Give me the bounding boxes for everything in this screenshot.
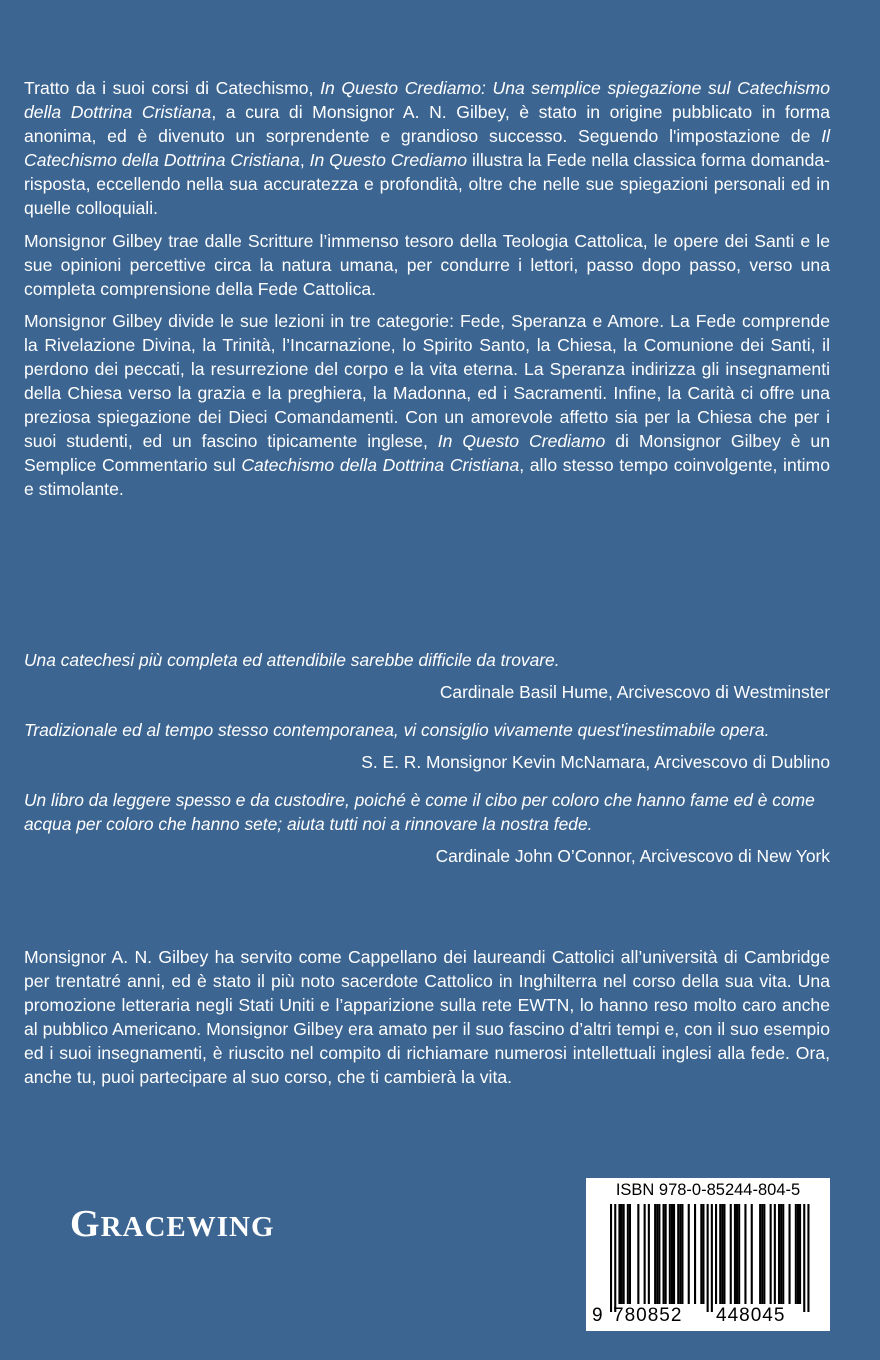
barcode-bar	[721, 1204, 723, 1304]
barcode-bar	[803, 1204, 805, 1312]
blurb-text: Tratto da i suoi corsi di Catechismo,	[24, 78, 321, 98]
barcode-bar	[694, 1204, 696, 1304]
barcode-bar	[677, 1204, 679, 1304]
barcode-bar	[797, 1204, 799, 1304]
blurb-paragraph-3	[24, 309, 830, 501]
barcode-bar	[807, 1204, 809, 1312]
barcode-bar	[648, 1204, 650, 1304]
barcode-bar	[789, 1204, 791, 1304]
blurb-text: di Monsignor Gilbey è un Semplice Commentario sul	[24, 431, 830, 475]
isbn-label: ISBN 978-0-85244-804-5	[615, 1181, 801, 1199]
blurb-text: Monsignor Gilbey divide le sue lezioni in tre categorie: Fede, Speranza e Amore. La Fede comprende la Rivelazione Divina, la Trinità, l’Incarnazione, lo Spirito Santo, la Chiesa, la Comunione dei Santi, il perdono dei peccati, la resurrezione del corpo e la vita eterna. La Speranza indirizza gli insegnamenti della Chiesa verso la grazia e la preghiera, la Madonna, ed i Sacramenti. Infine, la Carità ci offre una preziosa spiegazione dei Dieci Comandamenti. Con un amorevole affetto sia per la Chiesa che per i suoi studenti, ed un fascino tipicamente inglese,	[24, 311, 830, 451]
barcode-bar	[671, 1204, 673, 1304]
blurb	[24, 76, 830, 510]
blurb-text: , allo stesso tempo coinvolgente, intimo e stimolante.	[24, 455, 830, 499]
barcode-bar	[658, 1204, 660, 1304]
barcode-bar	[719, 1204, 721, 1304]
blurb-text: ,	[299, 150, 310, 170]
publisher-name-rest: RACEWING	[100, 1211, 275, 1243]
barcode-bar	[799, 1204, 801, 1304]
barcode-bar	[673, 1204, 675, 1304]
barcode-bar	[736, 1204, 738, 1304]
barcode-bar	[688, 1204, 690, 1304]
barcode-bar	[770, 1204, 772, 1304]
barcode-bar	[707, 1204, 709, 1312]
barcode-bar	[761, 1204, 763, 1304]
endorsement-quote: Tradizionale ed al tempo stesso contemporanea, vi consiglio vivamente quest'inestimabile opera.	[24, 720, 770, 740]
barcode-bar	[780, 1204, 782, 1304]
barcode-bar	[738, 1204, 740, 1304]
barcode-bar	[623, 1204, 625, 1304]
barcode-left-group: 780852	[613, 1305, 683, 1326]
barcode-bar	[665, 1204, 667, 1304]
barcode-bar	[763, 1204, 765, 1304]
barcode-bar	[627, 1204, 629, 1304]
book-title: In Questo Crediamo	[309, 150, 468, 170]
barcode-bar	[723, 1204, 725, 1304]
barcode-bar	[614, 1204, 616, 1312]
barcode-bar	[744, 1204, 746, 1304]
blurb-text: , a cura di Monsignor A. N. Gilbey, è stato in origine pubblicato in forma anonima, ed è divenuto un sorprendente e grandioso successo. Seguendo l'impostazione de	[24, 102, 830, 146]
barcode-bar	[782, 1204, 784, 1304]
barcode-bar	[621, 1204, 623, 1304]
barcode-bar	[656, 1204, 658, 1304]
barcode-bar	[711, 1204, 713, 1312]
barcode-bar	[681, 1204, 683, 1304]
barcode-bar	[669, 1204, 671, 1304]
book-title: In Questo Crediamo	[437, 431, 606, 451]
publisher-initial: G	[70, 1203, 101, 1245]
endorsement-quote: Una catechesi più completa ed attendibile sarebbe difficile da trovare.	[24, 650, 560, 670]
blurb-paragraph-2: Monsignor Gilbey trae dalle Scritture l’immenso tesoro della Teologia Cattolica, le opere dei Santi e le sue opinioni percettive circa la natura umana, per condurre i lettori, passo dopo passo, verso una completa comprensione della Fede Cattolica.	[24, 231, 830, 299]
blurb-text: illustra la Fede nella classica forma domanda-risposta, eccellendo nella sua accuratezza e profondità, oltre che nelle sue spiegazioni personali ed in quelle colloquiali.	[24, 150, 830, 218]
publisher-logo	[70, 1202, 275, 1246]
book-title: Catechismo della Dottrina Cristiana	[241, 455, 520, 475]
barcode-bar	[679, 1204, 681, 1304]
barcode-bar	[663, 1204, 665, 1304]
barcode-bar	[759, 1204, 761, 1304]
barcode-bar	[610, 1204, 612, 1312]
barcode-bar	[700, 1204, 702, 1304]
endorsement-attribution: S. E. R. Monsignor Kevin McNamara, Arcivescovo di Dublino	[361, 752, 830, 772]
barcode-bar	[637, 1204, 639, 1304]
barcode-bars	[586, 1202, 830, 1314]
barcode-right-group: 448045	[716, 1305, 786, 1326]
barcode-bar	[629, 1204, 631, 1304]
endorsement-attribution: Cardinale Basil Hume, Arcivescovo di Westminster	[439, 682, 830, 702]
barcode-bar	[730, 1204, 732, 1304]
barcode-bar	[774, 1204, 776, 1304]
author-bio	[24, 945, 830, 1089]
endorsements	[24, 648, 830, 882]
book-title: In Questo Crediamo: Una semplice spiegazione sul Catechismo della Dottrina Cristiana	[24, 78, 830, 122]
barcode-bar	[702, 1204, 704, 1304]
barcode-bar	[654, 1204, 656, 1304]
barcode-bar	[618, 1204, 620, 1304]
barcode-bar	[778, 1204, 780, 1304]
barcode-bar	[644, 1204, 646, 1304]
barcode-bar	[795, 1204, 797, 1304]
barcode-bar	[734, 1204, 736, 1304]
barcode-bar	[751, 1204, 753, 1304]
book-title: Il Catechismo della Dottrina Cristiana	[24, 126, 830, 170]
blurb-paragraph-1	[24, 76, 830, 220]
isbn-barcode	[586, 1178, 830, 1331]
endorsement-attribution: Cardinale John O’Connor, Arcivescovo di New York	[435, 846, 830, 866]
author-bio-text: Monsignor A. N. Gilbey ha servito come Cappellano dei laureandi Cattolici all’università di Cambridge per trentatré anni, ed è stato il più noto sacerdote Cattolico in Inghilterra nel corso della sua vita. Una promozione letteraria negli Stati Uniti e l’apparizione sulla rete EWTN, lo hanno reso molto caro anche al pubblico Americano. Monsignor Gilbey era amato per il suo fascino d’altri tempi e, con il suo esempio ed i suoi insegnamenti, è riuscito nel compito di richiamare numerosi intellettuali inglesi alla fede. Ora, anche tu, puoi partecipare al suo corso, che ti cambierà la vita.	[24, 947, 830, 1087]
endorsement-quote: Un libro da leggere spesso e da custodire, poiché è come il cibo per coloro che hanno fame ed è come acqua per coloro che hanno sete; aiuta tutti noi a rinnovare la nostra fede.	[24, 790, 815, 834]
barcode-bar	[715, 1204, 717, 1304]
barcode-first-digit: 9	[592, 1305, 604, 1326]
